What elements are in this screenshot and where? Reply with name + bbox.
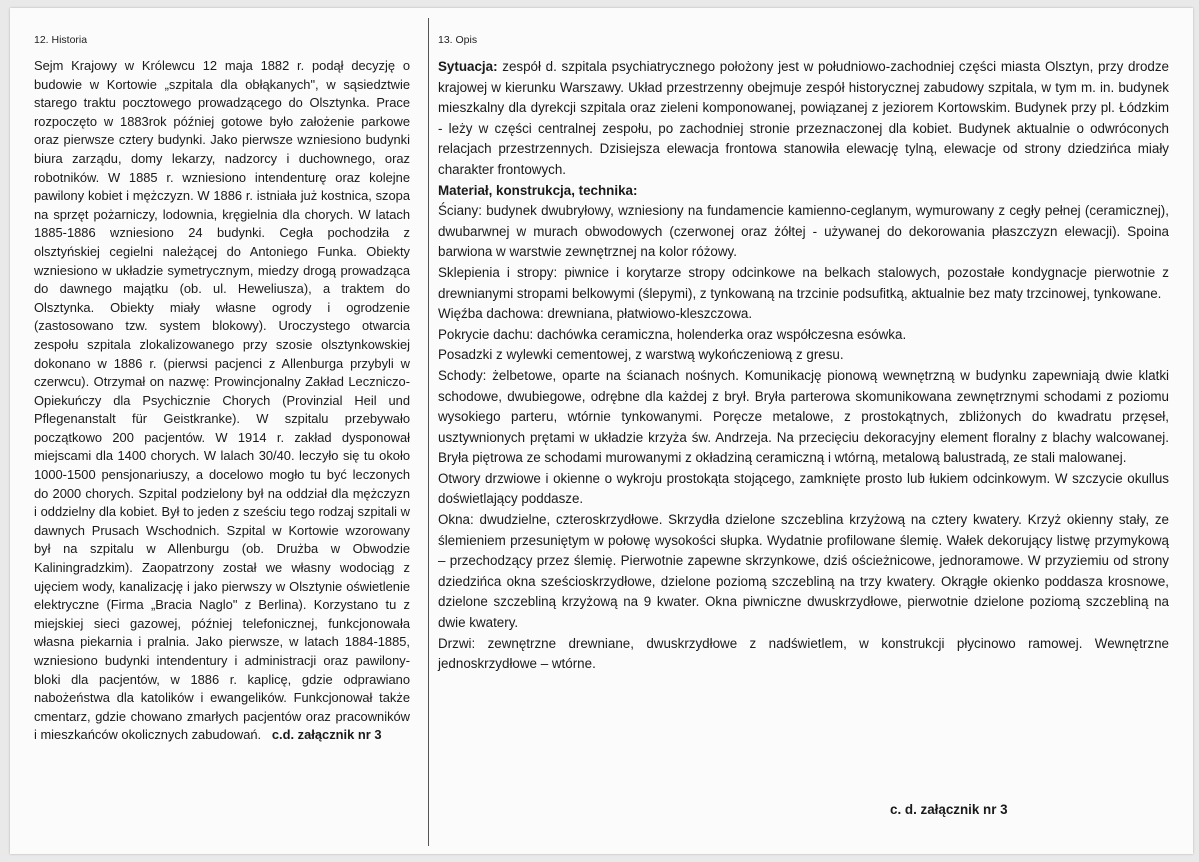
- situation-text: zespół d. szpitala psychiatrycznego położony jest w południowo-zachodniej części miasta Olsztyn, przy drodze krajowej w kierunku Warszawy. Układ przestrzenny obejmuje zespół historycznej zabudowy szpitala, w tym m. in. budynek mieszkalny dla dyrekcji szpitala oraz zieleni komponowanej, powiązanej z jeziorem Kortowskim. Budynek przy pl. Łódzkim - leży w części centralnej zespołu, po zachodniej stronie przeznaczonej dla kobiet. Budynek aktualnie o odwróconych relacjach przestrzennych. Dzisiejsza elewacja frontowa stanowiła elewację tylną, elewacje od strony dziedzińca miały charakter frontowych.: [438, 59, 1169, 177]
- description-appendix-note: c. d. załącznik nr 3: [890, 802, 1008, 817]
- column-divider: [428, 18, 429, 846]
- windows-paragraph: Okna: dwudzielne, czteroskrzydłowe. Skrzydła dzielone szczeblina krzyżową na cztery kwatery. Krzyż okienny stały, ze ślemieniem przesuniętym w połowę wysokości słupka. Wydatnie profilowane ślemię. Wałek dekorujący listwę przymykową – przechodzący przez ślemię. Pierwotnie zapewne skrzynkowe, dziś ościeżnicowe, jednoramowe. W przyziemiu od strony dziedzińca okna sześcioskrzydłowe, dzielone poziomą szczebliną na trzy kwatery. Okrągłe okienko poddasza krosnowe, dzielone szczebliną krzyżową na 9 kwater. Okna piwniczne dwuskrzydłowe, pierwotnie dzielone poziomą szczebliną na dwie kwatery.: [438, 512, 1169, 631]
- description-body: [438, 57, 1169, 675]
- history-appendix-note: c.d. załącznik nr 3: [271, 727, 382, 743]
- situation-paragraph: [438, 57, 1169, 181]
- roofing-paragraph: Pokrycie dachu: dachówka ceramiczna, holenderka oraz współczesna esówka.: [438, 326, 907, 342]
- floors-paragraph: Posadzki z wylewki cementowej, z warstwą wykończeniową z gresu.: [438, 347, 844, 363]
- material-heading: Materiał, konstrukcja, technika:: [438, 182, 638, 198]
- truss-paragraph: Więźba dachowa: drewniana, płatwiowo-kleszczowa.: [438, 306, 753, 322]
- walls-paragraph: Ściany: budynek dwubryłowy, wzniesiony na fundamencie kamienno-ceglanym, wymurowany z cegły pełnej (ceramicznej), dwubarwnej w murach obwodowych (czerwonej oraz żółtej - używanej do dekorowania płaszczyzn elewacji). Spoina barwiona w warstwie zewnętrznej na kolor różowy.: [438, 203, 1169, 260]
- history-column: [34, 34, 410, 745]
- description-section-label: 13. Opis: [438, 34, 478, 46]
- ceilings-paragraph: Sklepienia i stropy: piwnice i korytarze stropy odcinkowe na belkach stalowych, pozostałe kondygnacje pierwotnie z drewnianymi stropami belkowymi (ślepymi), z tynkowaną na trzcinie podsufitką, aktualnie bez maty trzcinowej, tynkowane.: [438, 264, 1169, 301]
- openings-paragraph: Otwory drzwiowe i okienne o wykroju prostokąta stojącego, zamknięte prosto lub łukiem odcinkowym. W szczycie okullus doświetlający poddasze.: [438, 470, 1169, 507]
- situation-label: Sytuacja:: [438, 59, 498, 74]
- doors-paragraph: Drzwi: zewnętrzne drewniane, dwuskrzydłowe z nadświetlem, w konstrukcji płycinowo ramowej. Wewnętrzne jednoskrzydłowe – wtórne.: [438, 635, 1169, 672]
- history-paragraph: [34, 57, 410, 745]
- history-section-label: 12. Historia: [34, 34, 88, 46]
- description-column: [438, 34, 1169, 675]
- stairs-paragraph: Schody: żelbetowe, oparte na ścianach nośnych. Komunikację pionową wewnętrzną w budynku zapewniają dwie klatki schodowe, dwubiegowe, odrębne dla każdej z brył. Bryła parterowa skomunikowana zewnętrznymi schodami z poziomu wysokiego parteru, wtórnie tynkowanymi. Poręcze metalowe, z prostokątnych, zbliżonych do kwadratu przęseł, usztywnionych prętami w układzie krzyża św. Andrzeja. Na przecięciu dekoracyjny element floralny z blachy walcowanej. Bryła piętrowa ze schodami murowanymi z okładziną ceramiczną i wtórną, metalową balustradą, ze stali malowanej.: [438, 367, 1169, 466]
- history-text: Sejm Krajowy w Królewcu 12 maja 1882 r. podął decyzję o budowie w Kortowie „szpitala dla obłąkanych", w sąsiedztwie starego traktu pocztowego prowadzącego do Olsztynka. Prace rozpoczęto w 1883rok później gotowe było założenie parkowe oraz pierwsze cztery budynki. Jako pierwsze wzniesiono budynki biura zarządu, domy lekarzy, nadzorcy i duchownego, oraz robotników. W 1885 r. wzniesiono intendenturę oraz kolejne pawilony kobiet i mężczyzn. W 1886 r. istniała już kostnica, szopa na sprzęt pożarniczy, lodownia, kręgielnia dla chorych. W latach 1885-1886 wzniesiono 24 budynki. Cegła pochodziła z olsztyńskiej cegielni należącej do Antoniego Funka. Obiekty wzniesiono w układzie symetrycznym, miedzy drogą prowadząca do dawnego majątku (ob. ul. Heweliusza), a traktem do Olsztynka. Obiekty miały własne ogrody i ogrodzenie (zastosowano tzw. system blokowy). Uroczystego otwarcia zespołu szpitala zlokalizowanego przy szosie olsztynkowskiej dokonano w 1886 r. (pierwsi pacjenci z Allenburga przybyli w czerwcu). Otrzymał on nazwę: Prowincjonalny Zakład Leczniczo-Opiekuńczy dla Psychicznie Chorych (Provinzial Heil und Pflegenanstalt für Geistkranke). W szpitalu przebywało początkowo 200 pacjentów. W 1914 r. zakład dysponował miejscami dla 1400 chorych. W lalach 30/40. leczyło się tu około 1000-1500 pensjonariuszy, a docelowo mogło tu być leczonych do 2000 chorych. Szpital podzielony był na oddział dla mężczyzn i oddzielny dla kobiet. Był to jeden z sześciu tego rodzaj szpitali w dawnych Prusach Wschodnich. Szpital w Kortowie wzorowany był na szpitalu w Allenburgu (ob. Drużba w Obwodzie Kaliningradzkim). Zaopatrzony został we własny wodociąg z ujęciem wody, kanalizację i jako pierwszy w Olsztynie oświetlenie elektryczne (Firma „Bracia Naglo" z Berlina). Korzystano tu z miejskiej sieci gazowej, później telefonicznej, funkcjonowała własna piekarnia i pralnia. Jako pierwsze, w latach 1884-1885, wzniesiono budynki intendentury i administracji oraz pawilony-bloki dla pacjentów, w 1886 r. kaplicę, gdzie odprawiano nabożeństwa dla katolików i ewangelików. Funkcjonował także cmentarz, gdzie chowano zmarłych pacjentów oraz pracowników i mieszkańców okolicznych zabudowań.: [34, 58, 410, 743]
- document-page: [10, 8, 1193, 854]
